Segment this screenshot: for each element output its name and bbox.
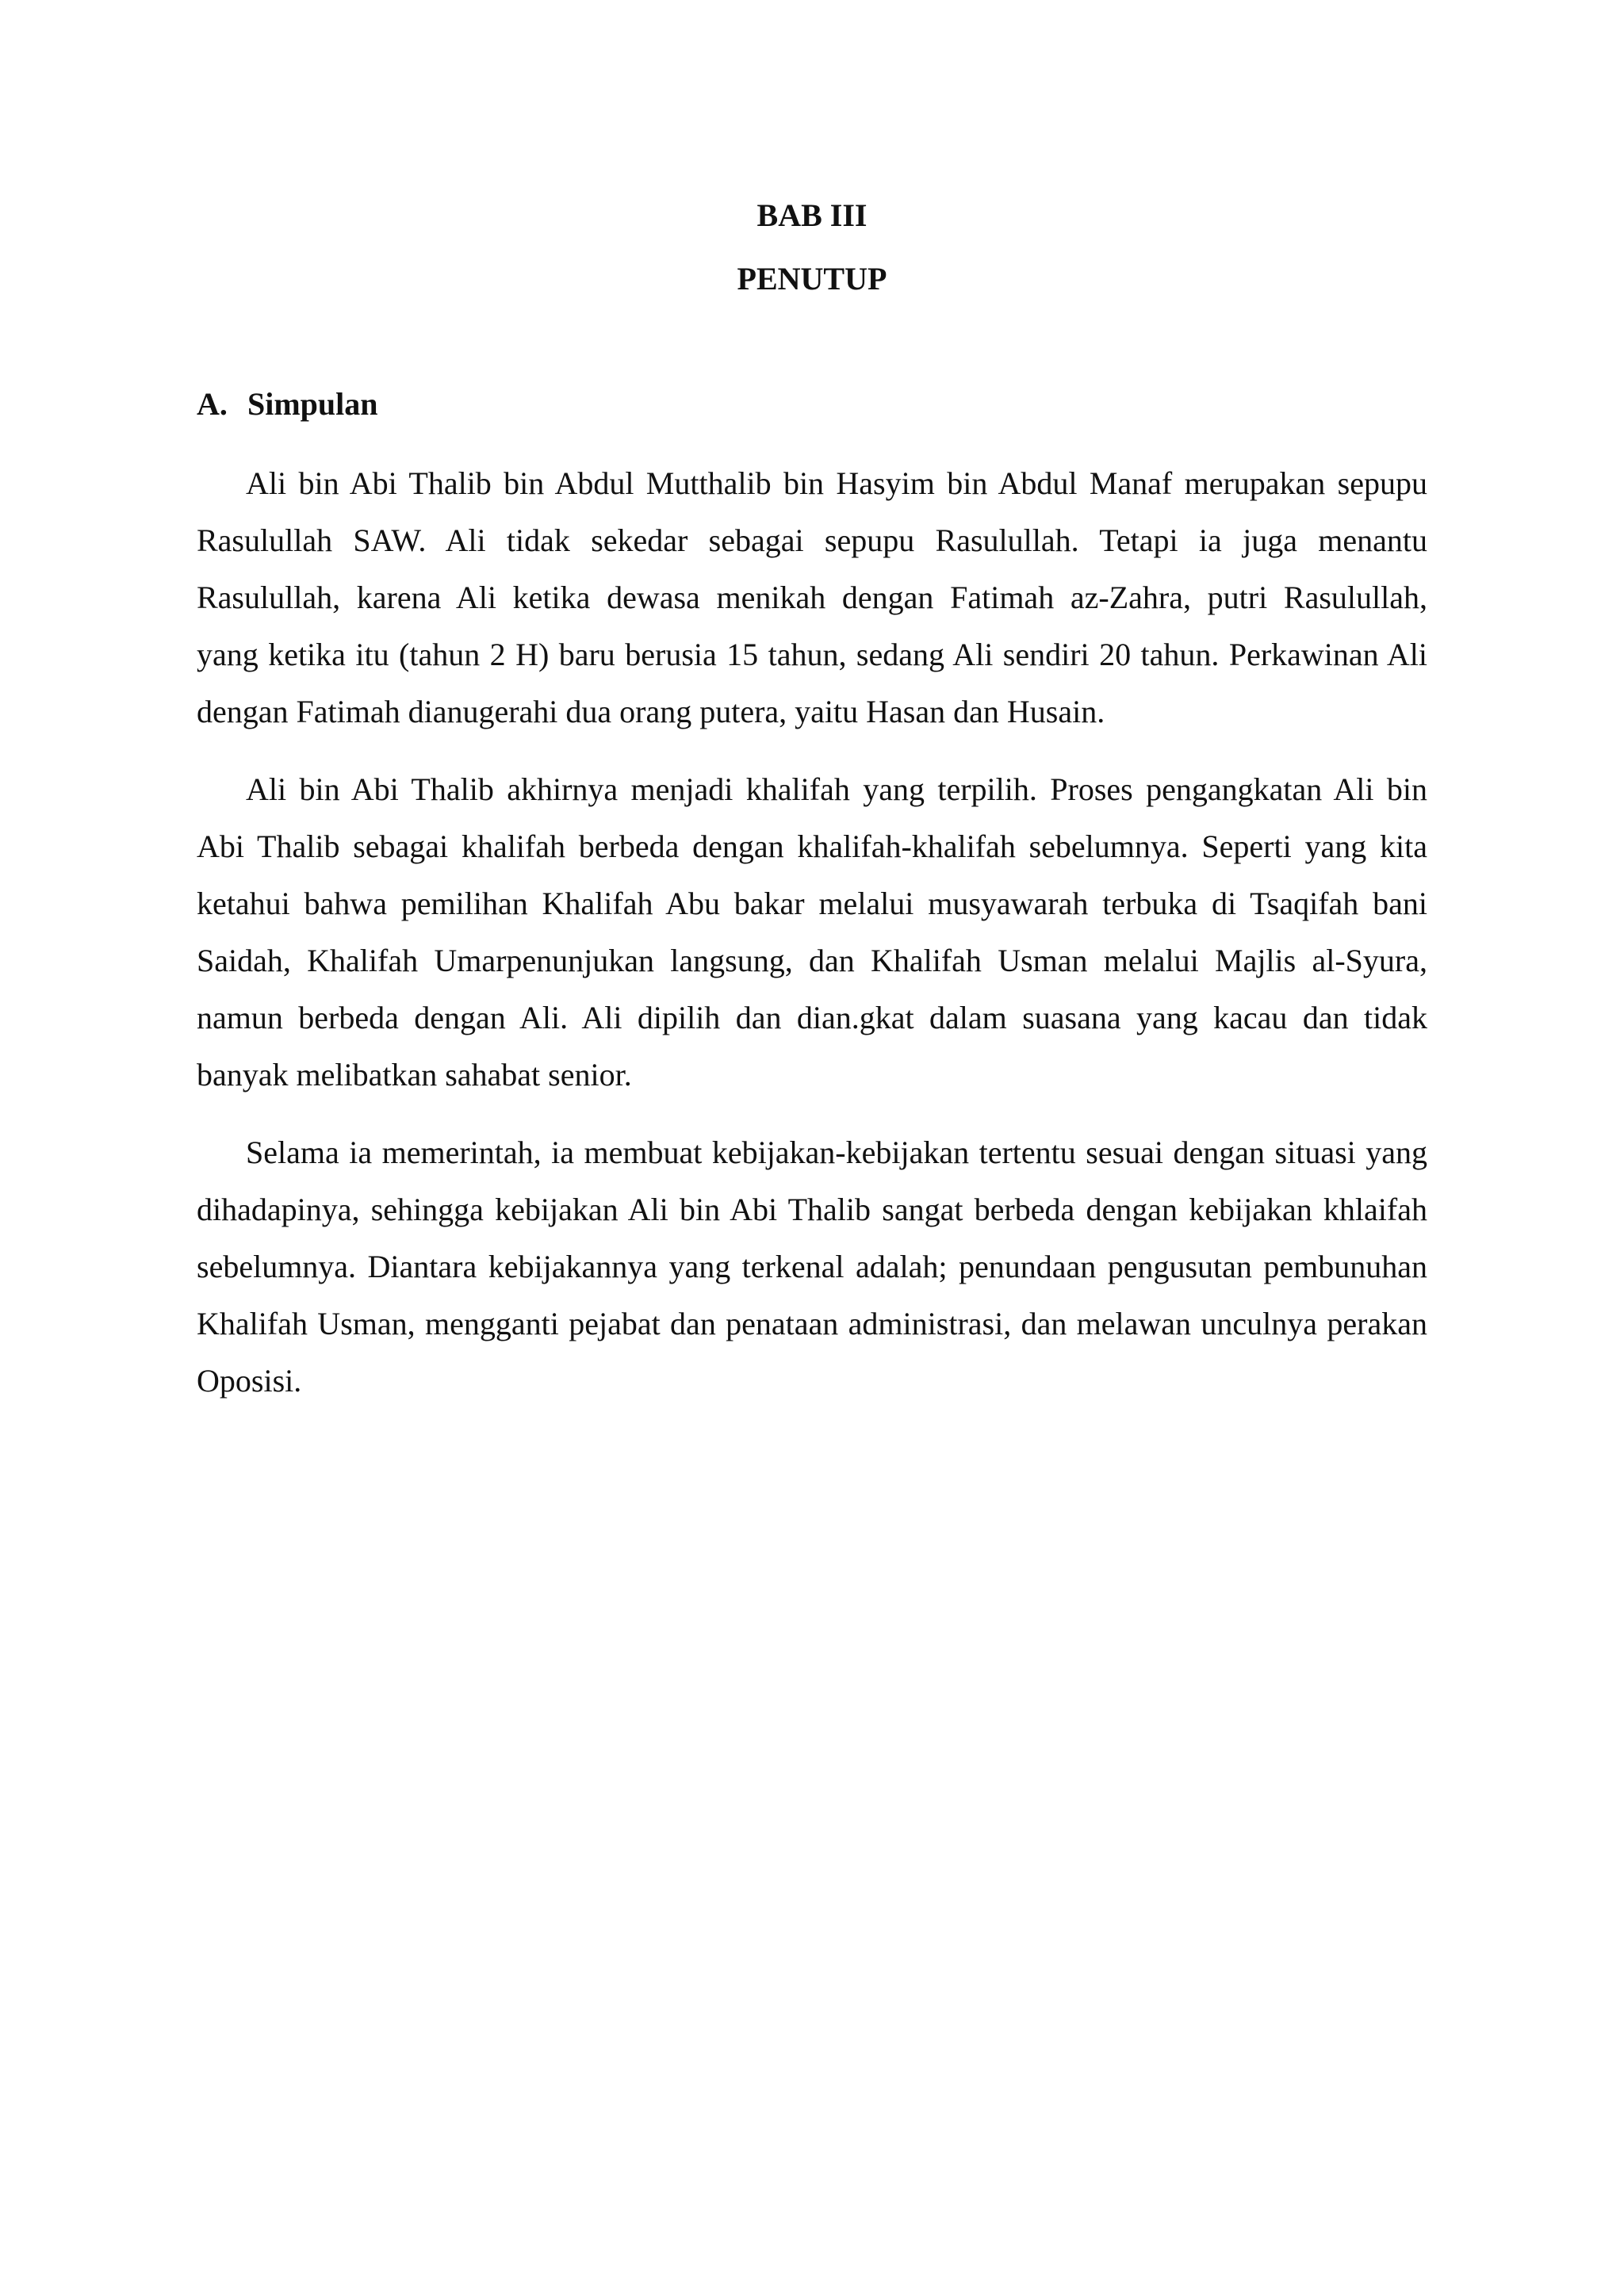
paragraph-line: namun berbeda dengan Ali. Ali dipilih dan dian.gkat dalam suasana yang kacau dan tidak <box>197 1000 1427 1035</box>
paragraph-line: yang ketika itu (tahun 2 H) baru berusia 15 tahun, sedang Ali sendiri 20 tahun. Perkawinan Ali <box>197 637 1427 672</box>
paragraph-line: dihadapinya, sehingga kebijakan Ali bin Abi Thalib sangat berbeda dengan kebijakan khlaifah <box>197 1192 1427 1227</box>
paragraph-line: dengan Fatimah dianugerahi dua orang putera, yaitu Hasan dan Husain. <box>197 694 1105 729</box>
paragraph-line: Oposisi. <box>197 1363 302 1399</box>
paragraph-line: Khalifah Usman, mengganti pejabat dan penataan administrasi, dan melawan unculnya perakan <box>197 1306 1427 1341</box>
paragraph-line: Saidah, Khalifah Umarpenunjukan langsung, dan Khalifah Usman melalui Majlis al-Syura, <box>197 943 1427 978</box>
paragraph-line: Rasulullah, karena Ali ketika dewasa menikah dengan Fatimah az-Zahra, putri Rasulullah, <box>197 580 1427 615</box>
paragraph-line: Ali bin Abi Thalib bin Abdul Mutthalib bin Hasyim bin Abdul Manaf merupakan sepupu <box>246 465 1427 501</box>
section-heading <box>197 388 378 420</box>
chapter-title: PENUTUP <box>737 261 887 297</box>
paragraph-line: ketahui bahwa pemilihan Khalifah Abu bakar melalui musyawarah terbuka di Tsaqifah bani <box>197 886 1427 921</box>
paragraph-line: Rasulullah SAW. Ali tidak sekedar sebagai sepupu Rasulullah. Tetapi ia juga menantu <box>197 522 1427 558</box>
section-title: Simpulan <box>247 386 378 422</box>
paragraph-line: Selama ia memerintah, ia membuat kebijakan-kebijakan tertentu sesuai dengan situasi yang <box>246 1135 1427 1170</box>
section-marker: A. <box>197 386 228 422</box>
paragraph-line: Ali bin Abi Thalib akhirnya menjadi khalifah yang terpilih. Proses pengangkatan Ali bin <box>246 771 1427 807</box>
paragraph-line: banyak melibatkan sahabat senior. <box>197 1057 632 1093</box>
paragraph-line: sebelumnya. Diantara kebijakannya yang terkenal adalah; penundaan pengusutan pembunuhan <box>197 1249 1427 1284</box>
paragraph-line: Abi Thalib sebagai khalifah berbeda dengan khalifah-khalifah sebelumnya. Seperti yang kita <box>197 828 1427 864</box>
chapter-number: BAB III <box>756 197 868 233</box>
